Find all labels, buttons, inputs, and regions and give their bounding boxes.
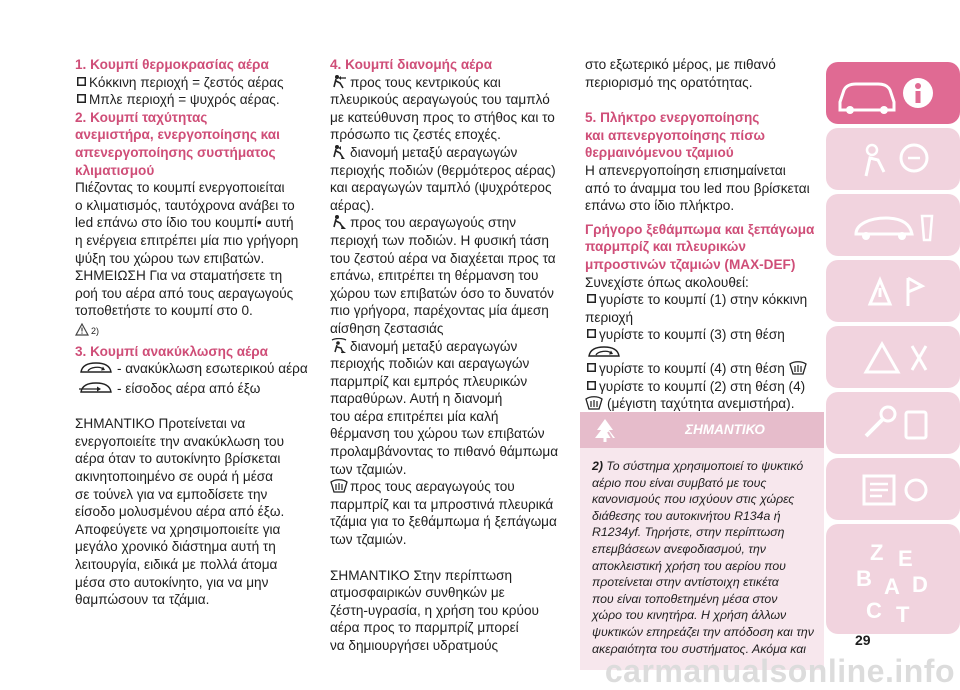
body-line: μέσα στο αυτοκίνητο, για να μην (75, 574, 269, 590)
body-line: περιοχή των ποδιών. Η φυσική τάση (330, 232, 549, 248)
body-line: αποκλειστική χρήση του αερίου που (592, 558, 786, 573)
body-line: περιοχής ποδιών (θερμότερος αέρας) (330, 162, 556, 178)
intake-line (75, 380, 310, 398)
body-line: R1234yf. Τηρήστε, στην περίπτωση (592, 525, 785, 540)
distribution-feet (330, 214, 570, 337)
svg-text:E: E (898, 546, 913, 571)
body-line: χώρου των επιβατών όσο το δυνατόν (330, 285, 554, 301)
step-4 (585, 378, 830, 396)
airflow-feet-icon (330, 214, 348, 230)
body-line: αέριο που είναι συμβατό με τους (592, 475, 767, 490)
body-line: παραθύρων. Αυτή η διανομή (330, 391, 503, 407)
step-text: γυρίστε το κουμπί (4) στη θέση (599, 360, 785, 376)
section-6-title (585, 221, 830, 274)
body-line: είσοδο μολυσμένου αέρα από έξω. (75, 504, 285, 520)
body-line: ο κλιματισμός, ταυτόχρονα ανάβει το (75, 197, 295, 213)
body-line: αέρα όταν το αυτοκίνητο βρίσκεται (75, 451, 281, 467)
section-5-body (585, 162, 830, 215)
body-line: ψυκτικών επηρεάζει την απόδοση και την (592, 624, 814, 639)
body-line: αίσθηση ζεστασιάς (330, 320, 444, 336)
tab-vehicle-info[interactable] (826, 62, 960, 124)
step-4-line-2 (585, 395, 830, 413)
body-line: παρμπρίζ και εμπρός πλευρικών (330, 373, 528, 389)
body-line: ζέστη-υγρασία, η χρήση του κρύου (330, 602, 539, 618)
note-ref: 2) (91, 325, 100, 336)
color-square-icon (75, 74, 89, 88)
step-text: περιοχή (585, 309, 634, 325)
important-box-text (592, 458, 818, 657)
body-line: κανονισμούς που ισχύουν στις χώρες (592, 492, 795, 507)
tab-index[interactable] (826, 524, 960, 634)
title-line: μπροστινών τζαμιών (MAX-DEF) (585, 256, 796, 272)
important-box-title: ΣΗΜΑΝΤΙΚΟ (685, 422, 765, 437)
body-line: Η απενεργοποίηση επισημαίνεται (585, 162, 786, 178)
body-line: Αποφεύγετε να χρησιμοποιείτε για (75, 521, 281, 537)
intake-text: - είσοδος αέρα από έξω (117, 380, 261, 396)
title-line: θερμαινόμενου τζαμιού (585, 145, 734, 161)
tab-technical-data[interactable] (826, 458, 960, 520)
body-line: λειτουργία, ειδικά με πολλά άτομα (75, 557, 278, 573)
body-line: διάθεσης του αυτοκινήτου R134a ή (592, 508, 781, 523)
body-line: διανομή μεταξύ αεραγωγών (350, 338, 518, 354)
body-line: με κατεύθυνση προς το στήθος και το (330, 109, 555, 125)
section-4-title: 4. Κουμπί διανομής αέρα (330, 57, 493, 72)
step-3 (585, 360, 830, 378)
body-line: Πιέζοντας το κουμπί ενεργοποιείται (75, 180, 285, 196)
step-text: (μέγιστη ταχύτητα ανεμιστήρα). (607, 396, 795, 412)
title-line: 2. Κουμπί ταχύτητας (75, 109, 208, 125)
tab-emergency[interactable] (826, 326, 960, 388)
section-3-title: 3. Κουμπί ανακύκλωσης αέρα (75, 343, 269, 359)
body-line: ψύξη του χώρου των επιβατών. (75, 250, 265, 266)
step-2-icon-line (585, 344, 830, 360)
section-2-body (75, 179, 310, 320)
body-line: η ενέργεια επιτρέπει μία πιο γρήγορη (75, 232, 299, 248)
body-line: ΣΗΜΑΝΤΙΚΟ Στην περίπτωση (330, 567, 513, 583)
section-2-title (75, 109, 310, 179)
svg-text:B: B (856, 566, 872, 591)
body-line: των τζαμιών. (330, 461, 407, 477)
windscreen-defrost-icon (789, 360, 807, 376)
distribution-face-feet (330, 144, 570, 214)
body-line: προς τους αεραγωγούς του (350, 479, 515, 495)
svg-text:A: A (884, 574, 900, 599)
column-3 (585, 56, 830, 413)
svg-text:Z: Z (870, 540, 884, 565)
title-line: κλιματισμού (75, 162, 155, 178)
body-line: τοποθετήστε το κουμπί στο 0. (75, 303, 253, 319)
step-1 (585, 291, 830, 309)
bullet-square-icon (585, 378, 599, 392)
blue-zone-line (75, 91, 310, 109)
title-line: 5. Πλήκτρο ενεργοποίησης (585, 110, 760, 126)
body-line: ατμοσφαιρικών συνθηκών με (330, 585, 505, 601)
distribution-feet-windscreen (330, 338, 570, 479)
body-line: αέρα προς το παρμπρίζ μπορεί (330, 620, 519, 636)
warning-note (75, 323, 310, 341)
airflow-face-feet-icon (330, 144, 348, 160)
body-line: επάνω στο ίδιο πλήκτρο. (585, 198, 735, 214)
environment-tree-icon (592, 417, 618, 443)
body-line: ενεργοποιείτε την ανακύκλωση του (75, 433, 285, 449)
car-recirculation-icon (587, 344, 621, 360)
red-zone-line (75, 74, 310, 92)
body-line: επεμβάσεων ανεφοδιασμού, την (592, 541, 766, 556)
title-line: παρμπρίζ και πλευρικών (585, 239, 746, 255)
body-line: περιοχής ποδιών και αεραγωγών (330, 356, 530, 372)
body-line: του αέρα επιτρέπει μία καλή (330, 408, 499, 424)
body-line: περιορισμό της ορατότητας. (585, 74, 753, 90)
body-line: προλαμβάνοντας το πιθανό θάμπωμα (330, 444, 559, 460)
page-number: 29 (855, 632, 871, 648)
body-line: πρόσωπο τις ζεστές εποχές. (330, 127, 501, 143)
body-line: θέρμανση του χώρου των επιβατών (330, 426, 545, 442)
title-line: ανεμιστήρα, ενεργοποίησης και (75, 127, 280, 143)
tab-starting-driving[interactable] (826, 194, 960, 256)
step-text: γυρίστε το κουμπί (1) στην κόκκινη (599, 292, 808, 308)
body-line: ΣΗΜΕΙΩΣΗ Για να σταματήσετε τη (75, 268, 283, 284)
tab-maintenance[interactable] (826, 392, 960, 454)
airflow-feet-windscreen-icon (330, 338, 348, 354)
body-line: Το σύστημα χρησιμοποιεί το ψυκτικό (606, 459, 804, 473)
car-air-intake-icon (79, 380, 113, 396)
body-line: χώρο του κινητήρα. Η χρήση άλλων (592, 608, 787, 623)
footer-watermark: carmanualsonline.info (604, 653, 955, 689)
body-line: μεγάλο χρονικό διάστημα αυτή τη (75, 539, 276, 555)
body-line: διανομή μεταξύ αεραγωγών (350, 144, 518, 160)
step-text: γυρίστε το κουμπί (3) στη θέση (599, 327, 785, 343)
body-line: επάνω, επιτρέπει τη θέρμανση του (330, 268, 539, 284)
svg-text:T: T (896, 602, 910, 627)
body-line: θαμπώσουν τα τζάμια. (75, 592, 210, 608)
step-2 (585, 326, 830, 344)
section-6-intro: Συνεχίστε όπως ακολουθεί: (585, 274, 749, 290)
body-line: πλευρικούς αεραγωγούς του ταμπλό (330, 92, 550, 108)
note-ref: 2) (592, 459, 603, 473)
body-line: ροή του αέρα από τους αεραγωγούς (75, 285, 294, 301)
recirculation-line (75, 360, 310, 378)
section-1-title: 1. Κουμπί θερμοκρασίας αέρα (75, 57, 269, 72)
bullet-square-icon (585, 291, 599, 305)
step-text: γυρίστε το κουμπί (2) στη θέση (4) (599, 378, 806, 394)
airflow-face-icon (330, 74, 348, 90)
body-line: led επάνω στο ίδιο του κουμπί• αυτή (75, 215, 294, 231)
body-line: ΣΗΜΑΝΤΙΚΟ Προτείνεται να (75, 416, 246, 432)
column-1 (75, 56, 310, 609)
windscreen-defrost-icon (585, 395, 603, 411)
title-line: και απενεργοποίησης πίσω (585, 127, 765, 143)
warning-triangle-icon (75, 323, 89, 336)
recirculation-text: - ανακύκλωση εσωτερικού αέρα (117, 361, 308, 377)
important-paragraph (75, 415, 310, 609)
distribution-windscreen (330, 478, 570, 548)
body-line: αέρας). (330, 197, 375, 213)
tab-warning-lights[interactable] (826, 260, 960, 322)
body-line: πιο γρήγορα, παρέχοντας μία άμεση (330, 303, 549, 319)
body-line: των τζαμιών. (330, 532, 407, 548)
bullet-square-icon (585, 360, 599, 374)
section-5-title (585, 109, 830, 162)
car-recirculation-icon (79, 360, 113, 376)
red-zone-text: Κόκκινη περιοχή = ζεστός αέρας (89, 74, 284, 90)
body-line: προς του αεραγωγούς στην (350, 215, 517, 231)
body-line: που είναι τοποθετημένη μέσα στον (592, 591, 778, 606)
body-line: ακινητοποιημένο σε ουρά ή μέσα (75, 469, 273, 485)
body-line: στο εξωτερικό μέρος, με πιθανό (585, 57, 776, 72)
blue-zone-text: Μπλε περιοχή = ψυχρός αέρας. (89, 92, 280, 108)
body-line: τζάμια για το ξεθάμπωμα ή ξεπάγωμα (330, 514, 557, 530)
windscreen-defrost-icon (330, 478, 348, 494)
body-line: και αεραγωγών ταμπλό (ψυχρότερος (330, 180, 552, 196)
distribution-face (330, 74, 570, 144)
column-2 (330, 56, 570, 655)
body-line: να δημιουργήσει υδρατμούς (330, 638, 499, 653)
body-line: παρμπρίζ και τα μπροστινά πλευρικά (330, 496, 554, 512)
body-line: ακεραιότητα του συστήματος. Ακόμα και (592, 641, 806, 656)
title-line: Γρήγορο ξεθάμπωμα και ξεπάγωμα (585, 221, 815, 237)
body-line: προτείνεται στην αντίστοιχη ετικέτα (592, 575, 779, 590)
title-line: απενεργοποίησης συστήματος (75, 144, 276, 160)
body-line: σε τούνελ για να εμποδίσετε την (75, 486, 268, 502)
body-line: του ζεστού αέρα να διαχέεται προς τα (330, 250, 556, 266)
tab-safety[interactable] (826, 128, 960, 190)
color-square-icon (75, 91, 89, 105)
body-line: προς τους κεντρικούς και (350, 74, 501, 90)
svg-text:D: D (912, 572, 928, 597)
bullet-square-icon (585, 326, 599, 340)
important-humidity (330, 567, 570, 655)
body-line: από το άναμμα του led που βρίσκεται (585, 180, 810, 196)
svg-text:C: C (866, 598, 882, 623)
